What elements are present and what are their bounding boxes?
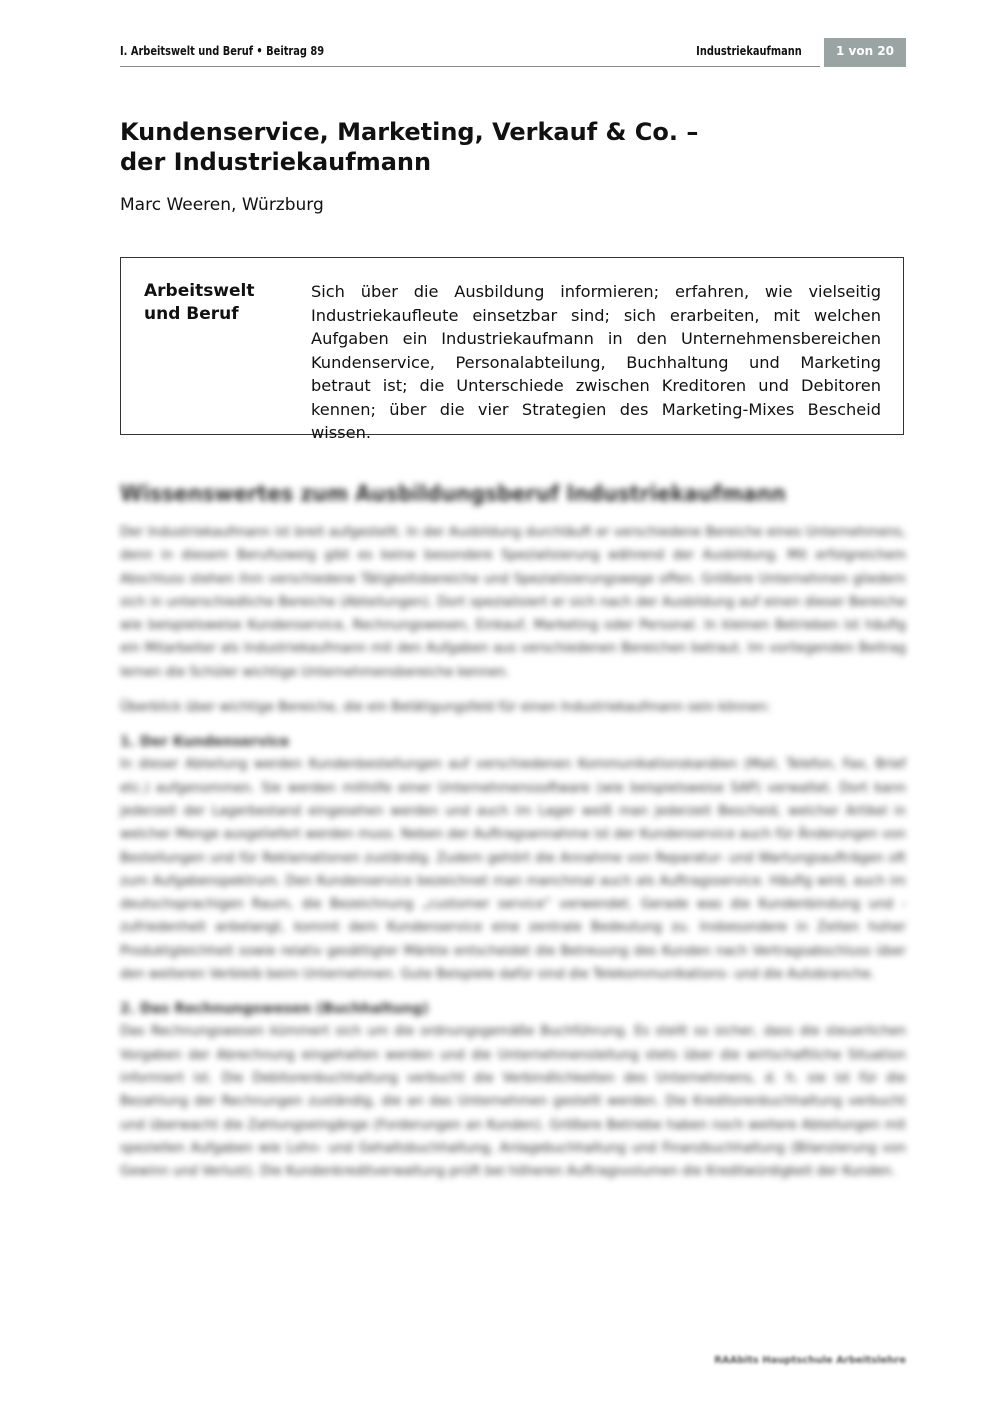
footer-publisher: RAAbits Hauptschule Arbeitslehre — [714, 1355, 906, 1366]
intro-paragraph: Der Industriekaufmann ist breit aufgestellt. In der Ausbildung durchläuft er verschiedene Bereiche eines Unternehmens, denn in diesem Berufszweig gibt es keine besondere Spezialisierung während der Ausbildung. Mit erfolgreichem Abschluss stehen ihm verschiedene Tätigkeitsbereiche und Spezialisierungswege offen. Größere Unternehmen gliedern sich in unterschiedliche Bereiche (Abteilungen). Dort spezialisiert er sich nach der Ausbildung auf einen dieser Bereiche wie beispielsweise Kundenservice, Rechnungswesen, Einkauf, Marketing oder Personal. In kleinen Betrieben ist häufig ein Mitarbeiter als Industriekaufmann mit den Aufgaben aus verschiedenen Bereichen betraut. Im vorliegenden Beitrag lernen die Schüler wichtige Unternehmensbereiche kennen. — [120, 525, 906, 680]
box-label-line-2: und Beruf — [144, 304, 239, 324]
section-heading: Wissenswertes zum Ausbildungsberuf Industriekaufmann — [120, 482, 786, 507]
box-label-line-1: Arbeitswelt — [144, 281, 255, 301]
overview-paragraph: Überblick über wichtige Bereiche, die ein Betätigungsfeld für einen Industriekaufmann sein können: — [120, 700, 771, 716]
author-line: Marc Weeren, Würzburg — [120, 195, 324, 215]
box-text: Sich über die Ausbildung informieren; erfahren, wie vielseitig Industriekaufleute einsetzbar sind; sich erarbeiten, mit welchen Aufgaben ein Industriekaufmann in den Unternehmensbereichen Kundenservice, Personalabteilung, Buchhaltung und Marketing betraut ist; die Unterschiede zwischen Kreditoren und Debitoren kennen; über die vier Strategien des Marketing-Mixes Bescheid wissen. — [311, 282, 881, 442]
page-title-line-2: der Industriekaufmann — [120, 148, 432, 176]
blurred-preview-content — [120, 482, 906, 1195]
page-title-line-1: Kundenservice, Marketing, Verkauf & Co. – — [120, 118, 699, 146]
page-number-badge: 1 von 20 — [824, 38, 906, 67]
subsection-text-rechnungswesen: Das Rechnungswesen kümmert sich um die ordnungsgemäße Buchführung. Es stellt so sicher, dass die steuerlichen Vorgaben der Abrechnung eingehalten werden und die Unternehmensleitung stets über die wirtschaftliche Situation informiert ist. Die Debitorenbuchhaltung verbucht die Verbindlichkeiten des Unternehmens, d. h. sie ist für die Bezahlung der Rechnungen zuständig, die an das Unternehmen gestellt werden. Die Kreditorenbuchhaltung verbucht und überwacht die Zahlungseingänge (Forderungen an Kunden). Größere Betriebe haben noch weitere Abteilungen mit speziellen Aufgaben wie Lohn- und Gehaltsbuchhaltung, Anlagebuchhaltung und Finanzbuchhaltung (Bilanzierung von Gewinn und Verlust). Die Kundenkreditverwaltung prüft bei höheren Auftragsvolumen die Kreditwürdigkeit der Kunden. — [120, 1024, 906, 1180]
subsection-text-kundenservice: In dieser Abteilung werden Kundenbestellungen auf verschiedenen Kommunikationskanälen (Mail, Telefon, Fax, Brief etc.) aufgenommen. Sie werden mithilfe einer Unternehmenssoftware (wie beispielsweise SAP) verwaltet. Dort kann jederzeit der Lagerbestand eingesehen werden und auch im Lager weiß man jederzeit Bescheid, welcher Artikel in welcher Menge ausgeliefert werden muss. Neben der Auftragsannahme ist der Kundenservice auch für Änderungen von Bestellungen und für Reklamationen zuständig. Zudem gehört die Annahme von Reparatur- und Wartungsaufträgen oft zum Aufgabenspektrum. Den Kundenservice bezeichnet man manchmal auch als Auftragsservice. Häufig wird, auch im deutschsprachigen Raum, die Bezeichnung „customer service“ verwendet. Gerade was die Kundenbindung und -zufriedenheit anbelangt, kommt dem Kundenservice eine zentrale Bedeutung zu. Insbesondere in Zeiten hoher Produktgleichheit sowie relativ gesättigter Märkte entscheidet die Betreuung des Kunden nach Vertragsabschluss über den weiteren Verbleib beim Unternehmen. Gute Beispiele dafür sind die Telekommunikations- und die Autobranche. — [120, 757, 906, 983]
header-divider — [120, 66, 820, 67]
box-label — [144, 280, 255, 326]
page-header — [120, 38, 906, 68]
subsection-title-kundenservice: 1. Der Kundenservice — [120, 734, 290, 751]
page-title — [120, 117, 880, 177]
learning-goals-box — [120, 257, 904, 442]
header-topic-label: Industriekaufmann — [696, 44, 802, 58]
header-series-label: I. Arbeitswelt und Beruf • Beitrag 89 — [120, 44, 325, 58]
subsection-title-rechnungswesen: 2. Das Rechnungswesen (Buchhaltung) — [120, 1001, 429, 1018]
